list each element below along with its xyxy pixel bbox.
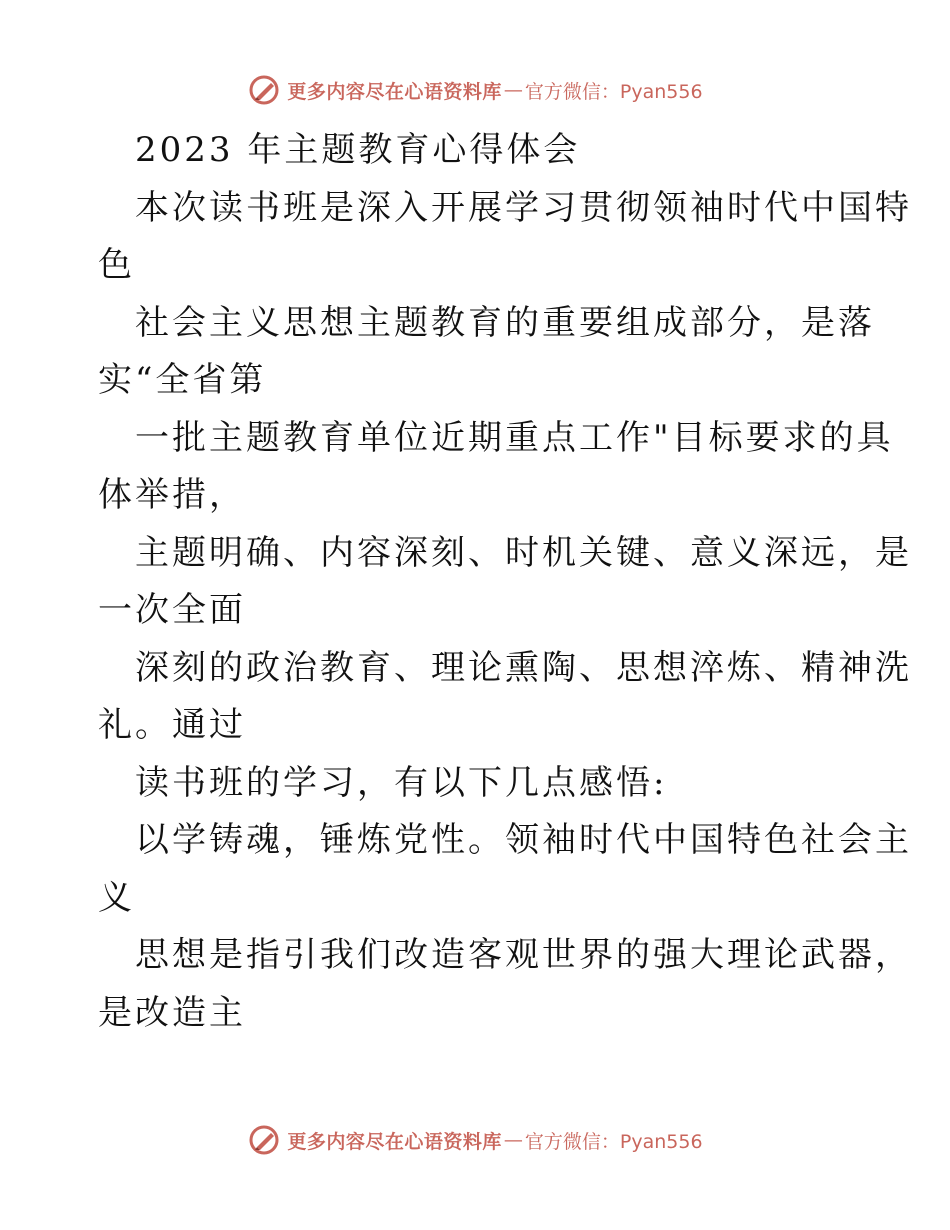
document-title: 2023 年主题教育心得体会 (135, 130, 581, 170)
pen-logo-icon (247, 73, 281, 107)
text-line: 是改造主 (98, 992, 246, 1033)
text-line: 色 (98, 245, 135, 285)
text-line: 以学铸魂，锤炼党性。领袖时代中国特色社会主 (135, 820, 912, 860)
watermark-separator: — (503, 79, 523, 101)
watermark-wechat: 官方微信：Pyan556 (524, 1130, 703, 1153)
watermark-brand: 更多内容尽在心语资料库 (287, 1130, 502, 1153)
text-line: 义 (98, 877, 135, 918)
text-line: 礼。通过 (98, 705, 246, 745)
watermark-brand: 更多内容尽在心语资料库 (287, 80, 502, 103)
watermark-wechat: 官方微信：Pyan556 (524, 80, 703, 103)
text-line: 一批主题教育单位近期重点工作"目标要求的具 (135, 417, 894, 458)
pen-logo-icon (247, 1123, 281, 1157)
watermark-separator: — (503, 1129, 523, 1151)
document-body (98, 122, 912, 1042)
text-line: 本次读书班是深入开展学习贯彻领袖时代中国特 (135, 187, 912, 228)
text-line: 深刻的政治教育、理论熏陶、思想淬炼、精神洗 (135, 647, 912, 688)
text-line: 社会主义思想主题教育的重要组成部分，是落 (135, 302, 875, 343)
text-line: 一次全面 (98, 590, 246, 630)
header-watermark (0, 70, 950, 110)
text-line: 读书班的学习，有以下几点感悟: (135, 762, 668, 803)
footer-watermark (0, 1120, 950, 1160)
text-line: 实“全省第 (98, 360, 267, 400)
text-line: 体举措， (98, 475, 246, 515)
text-line: 主题明确、内容深刻、时机关键、意义深远，是 (135, 532, 912, 573)
text-line: 思想是指引我们改造客观世界的强大理论武器， (135, 935, 912, 975)
